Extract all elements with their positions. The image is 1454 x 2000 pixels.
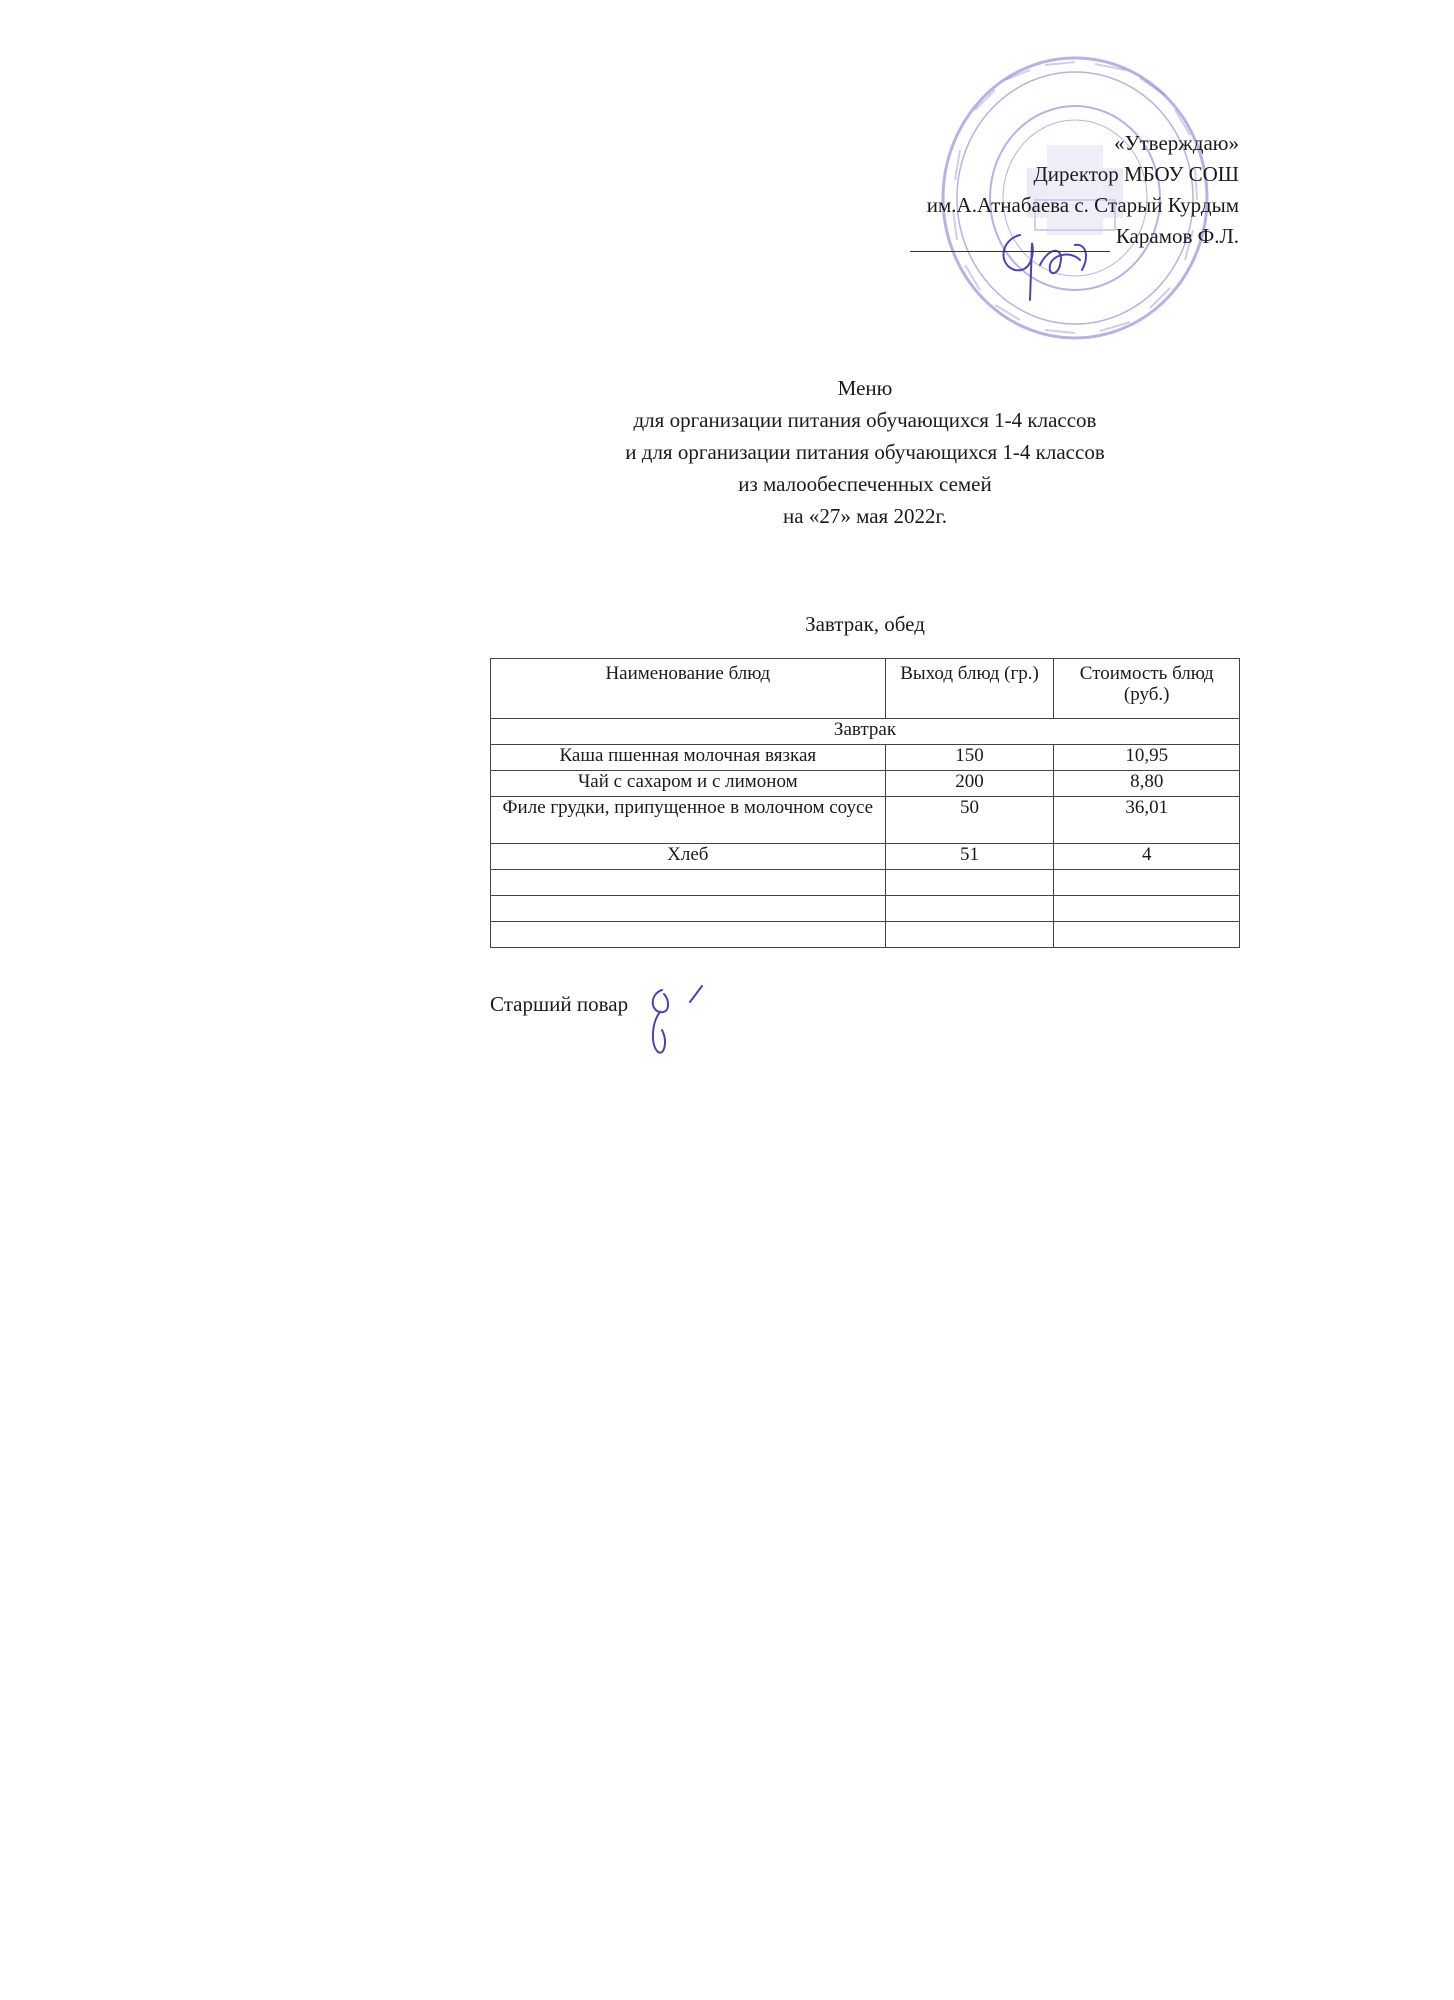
dish-cost: 8,80 — [1054, 771, 1240, 797]
empty-cell — [885, 870, 1054, 896]
title-date: на «27» мая 2022г. — [783, 504, 947, 528]
empty-row — [491, 870, 1240, 896]
title-line-4: из малообеспеченных семей — [738, 472, 992, 496]
table-row — [491, 745, 1240, 771]
header-cost: Стоимость блюд (руб.) — [1054, 659, 1240, 719]
document-title — [490, 372, 1240, 532]
dish-yield: 150 — [885, 745, 1054, 771]
table-header-row — [491, 659, 1240, 719]
dish-cost: 4 — [1054, 844, 1240, 870]
empty-cell — [491, 870, 886, 896]
meal-header: Завтрак, обед — [805, 612, 925, 636]
empty-cell — [1054, 870, 1240, 896]
dish-yield: 200 — [885, 771, 1054, 797]
section-row — [491, 719, 1240, 745]
dish-yield: 50 — [885, 797, 1054, 844]
director-name: Карамов Ф.Л. — [1115, 224, 1239, 248]
empty-cell — [491, 896, 886, 922]
title-line-2: для организации питания обучающихся 1-4 классов — [633, 408, 1097, 432]
dish-cost: 10,95 — [1054, 745, 1240, 771]
school-name: им.А.Атнабаева с. Старый Курдым — [926, 193, 1239, 217]
empty-row — [491, 896, 1240, 922]
table-row — [491, 771, 1240, 797]
header-yield: Выход блюд (гр.) — [885, 659, 1054, 719]
director-sign-row — [719, 221, 1239, 252]
menu-table — [490, 658, 1240, 948]
title-line-3: и для организации питания обучающихся 1-4 классов — [625, 440, 1105, 464]
dish-name: Чай с сахаром и с лимоном — [491, 771, 886, 797]
dish-yield: 51 — [885, 844, 1054, 870]
dish-name: Филе грудки, припущенное в молочном соусе — [491, 797, 886, 844]
header-dish-name: Наименование блюд — [491, 659, 886, 719]
empty-row — [491, 922, 1240, 948]
empty-cell — [1054, 896, 1240, 922]
senior-cook-label: Старший повар — [490, 992, 629, 1016]
empty-cell — [1054, 922, 1240, 948]
table-row — [491, 797, 1240, 844]
approve-label: «Утверждаю» — [1114, 131, 1239, 155]
section-breakfast: Завтрак — [491, 719, 1240, 745]
empty-cell — [491, 922, 886, 948]
empty-cell — [885, 922, 1054, 948]
empty-cell — [885, 896, 1054, 922]
signature-line — [910, 229, 1110, 252]
cook-signature — [640, 982, 720, 1062]
title-line-1: Меню — [837, 376, 893, 400]
table-row — [491, 844, 1240, 870]
director-position: Директор МБОУ СОШ — [1033, 162, 1239, 186]
approval-block — [719, 128, 1239, 252]
dish-name: Хлеб — [491, 844, 886, 870]
dish-name: Каша пшенная молочная вязкая — [491, 745, 886, 771]
dish-cost: 36,01 — [1054, 797, 1240, 844]
